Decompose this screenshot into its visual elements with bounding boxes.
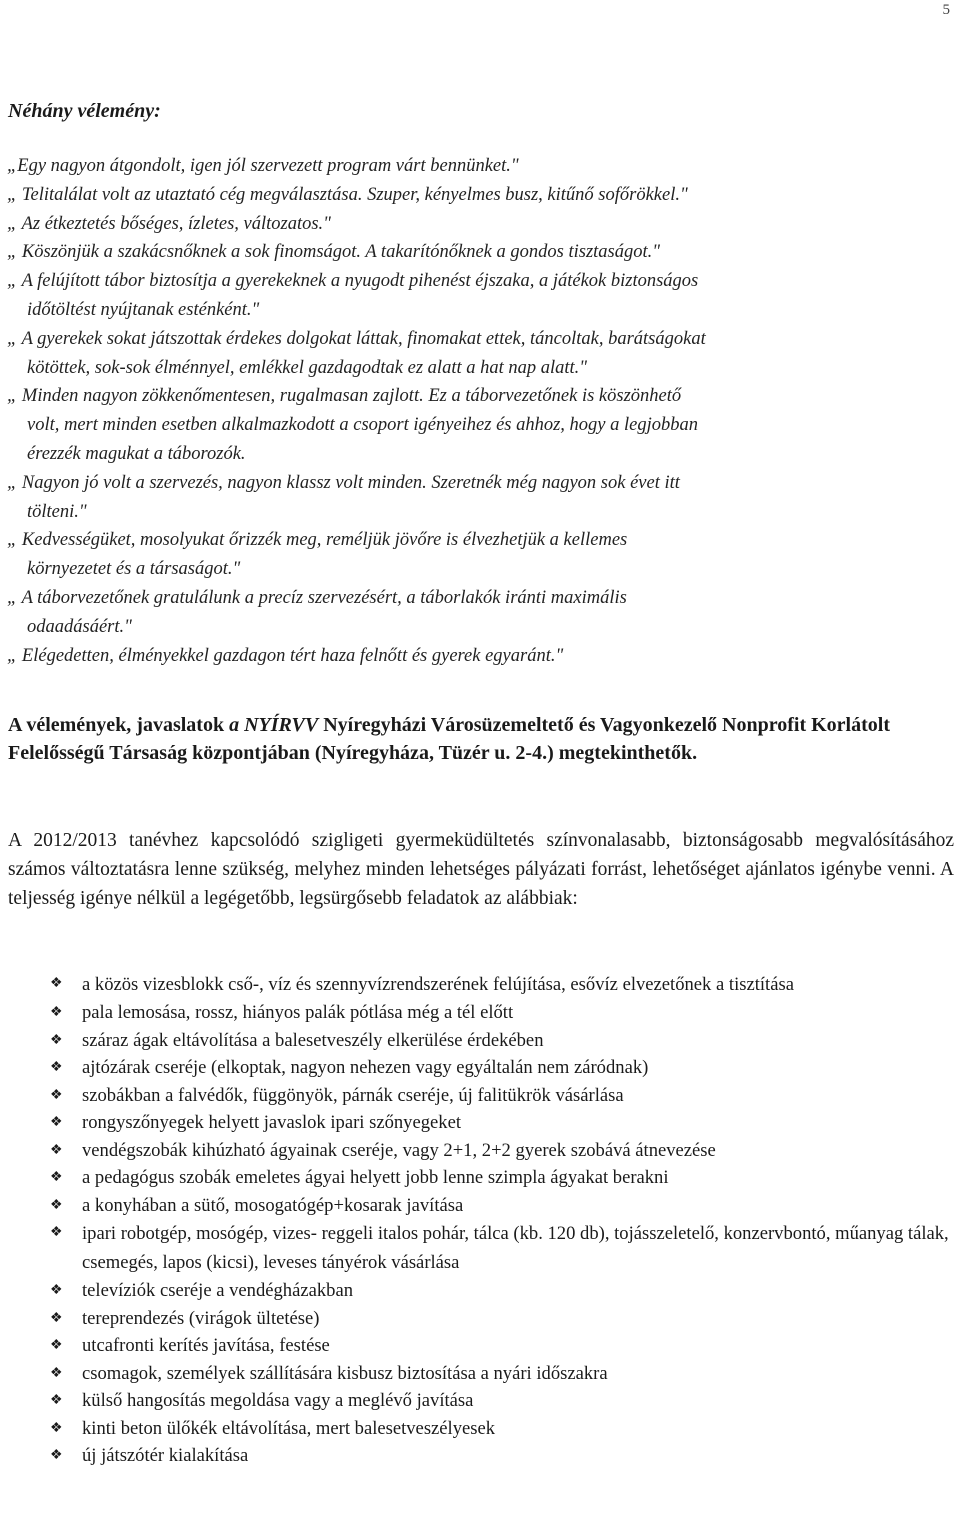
diamond-bullet-icon: ❖	[50, 1310, 63, 1326]
task-item	[50, 1360, 955, 1388]
task-item	[50, 1027, 955, 1055]
task-text: a konyhában a sütő, mosogatógép+kosarak javítása	[82, 1194, 464, 1216]
task-text: rongyszőnyegek helyett javaslok ipari szőnyegeket	[82, 1112, 461, 1133]
opinion-line: „ Az étkeztetés bőséges, ízletes, változatos."	[7, 213, 331, 234]
task-item	[50, 1054, 955, 1082]
notice-part1: A vélemények, javaslatok	[8, 714, 230, 736]
task-text: pala lemosása, rossz, hiányos palák pótlása még a tél előtt	[82, 1002, 514, 1023]
opinion-quote	[8, 469, 953, 527]
task-text: új játszótér kialakítása	[82, 1445, 249, 1466]
opinion-quote	[8, 642, 953, 671]
opinion-quote	[8, 325, 953, 383]
task-item	[50, 1164, 955, 1192]
diamond-bullet-icon: ❖	[50, 976, 63, 991]
task-text: vendégszobák kihúzható ágyainak cseréje, vagy 2+1, 2+2 gyerek szobává átnevezése	[82, 1139, 716, 1161]
task-item	[50, 1137, 955, 1165]
diamond-bullet-icon: ❖	[50, 1448, 63, 1463]
opinion-line: „ A táborvezetőnek gratulálunk a precíz szervezésért, a táborlakók iránti maximális	[7, 587, 627, 608]
opinion-line: „ Telitalálat volt az utaztató cég megválasztása. Szuper, kényelmes busz, kitűnő sofőrökkel."	[7, 184, 688, 205]
opinion-line: „ A gyerekek sokat játszottak érdekes dolgokat láttak, finomakat ettek, táncoltak, barátságokat	[7, 328, 706, 349]
diamond-bullet-icon: ❖	[50, 1420, 63, 1436]
task-text: száraz ágak eltávolítása a balesetveszély elkerülése érdekében	[82, 1029, 544, 1051]
task-text: csomagok, személyek szállítására kisbusz biztosítása a nyári időszakra	[82, 1362, 608, 1384]
task-item	[50, 1109, 955, 1137]
opinion-quote	[8, 584, 953, 642]
task-item	[50, 1305, 955, 1333]
diamond-bullet-icon: ❖	[50, 1032, 63, 1048]
diamond-bullet-icon: ❖	[50, 1225, 63, 1240]
opinion-quote	[8, 267, 953, 325]
task-item	[50, 1387, 955, 1415]
task-item	[50, 999, 955, 1027]
opinions-list	[8, 152, 953, 670]
diamond-bullet-icon: ❖	[50, 1060, 63, 1075]
diamond-bullet-icon: ❖	[50, 1087, 63, 1103]
opinion-quote	[8, 210, 953, 239]
task-item	[50, 1277, 955, 1305]
opinion-line: „ Nagyon jó volt a szervezés, nagyon klassz volt minden. Szeretnék még nagyon sok évet itt	[7, 472, 680, 493]
task-item	[50, 1082, 955, 1110]
opinion-line: odaadásáért."	[27, 616, 132, 637]
task-text: tereprendezés (virágok ültetése)	[82, 1307, 320, 1329]
task-item	[50, 970, 955, 999]
task-item	[50, 1219, 955, 1277]
diamond-bullet-icon: ❖	[50, 1365, 63, 1381]
diamond-bullet-icon: ❖	[50, 1338, 63, 1353]
notice-part3: Nyíregyházi Városüzemeltető és Vagyonkezelő Nonprofit Korlátolt Felelősségű Társaság központjában (Nyíregyháza, Tüzér u. 2-4.) megtekinthetők.	[8, 714, 890, 764]
opinion-line: időtöltést nyújtanak esténként."	[27, 299, 260, 320]
page-number: 5	[942, 2, 950, 18]
opinion-quote	[8, 238, 953, 267]
task-text: utcafronti kerítés javítása, festése	[82, 1335, 330, 1356]
intro-paragraph: A 2012/2013 tanévhez kapcsolódó szigligeti gyermeküdültetés színvonalasabb, biztonságosabb megvalósításához számos változtatásra lenne szükség, melyhez minden lehetséges pályázati forrást, lehetőséget ajánlatos igénybe venni. A teljesség igénye nélkül a legégetőbb, legsürgősebb feladatok az alábbiak:	[8, 830, 954, 909]
task-text: televíziók cseréje a vendégházakban	[82, 1280, 354, 1301]
opinion-line: „ A felújított tábor biztosítja a gyerekeknek a nyugodt pihenést éjszaka, a játékok biztonságos	[7, 271, 699, 292]
opinion-quote	[8, 152, 953, 181]
task-text: ipari robotgép, mosógép, vizes- reggeli italos pohár, tálca (kb. 120 db), tojásszeletelő, konzervbontó, műanyag tálak, csemegés, lapos (kicsi), leveses tányérok vásárlása	[82, 1223, 949, 1273]
section-heading: Néhány vélemény:	[8, 100, 161, 122]
opinion-line: környezetet és a társaságot."	[27, 559, 241, 580]
task-text: ajtózárak cseréje (elkoptak, nagyon nehezen vagy egyáltalán nem záródnak)	[82, 1057, 649, 1078]
diamond-bullet-icon: ❖	[50, 1170, 63, 1185]
task-text: a pedagógus szobák emeletes ágyai helyett jobb lenne szimpla ágyakat berakni	[82, 1167, 669, 1188]
task-list	[50, 970, 955, 1470]
task-text: szobákban a falvédők, függönyök, párnák cseréje, új falitükrök vásárlása	[82, 1084, 624, 1106]
task-text: külső hangosítás megoldása vagy a meglévő javítása	[82, 1390, 474, 1411]
diamond-bullet-icon: ❖	[50, 1197, 63, 1213]
task-item	[50, 1192, 955, 1220]
opinion-quote	[8, 526, 953, 584]
notice-paragraph	[8, 712, 948, 767]
opinion-line: „ Kedvességüket, mosolyukat őrizzék meg, reméljük jövőre is élvezhetjük a kellemes	[7, 530, 628, 551]
notice-part2: a NYÍRVV	[229, 714, 319, 736]
opinion-line: érezzék magukat a táborozók.	[27, 443, 246, 464]
opinion-line: „ Köszönjük a szakácsnőknek a sok finomságot. A takarítónőknek a gondos tisztaságot."	[7, 242, 661, 263]
opinion-line: „Egy nagyon átgondolt, igen jól szervezett program várt bennünket."	[7, 156, 519, 176]
opinion-line: „ Elégedetten, élményekkel gazdagon tért haza felnőtt és gyerek egyaránt."	[7, 645, 564, 666]
task-text: a közös vizesblokk cső-, víz és szennyvízrendszerének felújítása, esővíz elvezetőnek a tisztítása	[82, 974, 794, 995]
opinion-quote	[8, 382, 953, 468]
opinion-line: „ Minden nagyon zökkenőmentesen, rugalmasan zajlott. Ez a táborvezetőnek is köszönhető	[7, 386, 682, 407]
task-text: kinti beton ülőkék eltávolítása, mert balesetveszélyesek	[82, 1417, 496, 1439]
diamond-bullet-icon: ❖	[50, 1142, 63, 1158]
diamond-bullet-icon: ❖	[50, 1115, 63, 1130]
task-item	[50, 1332, 955, 1360]
diamond-bullet-icon: ❖	[50, 1005, 63, 1020]
opinion-line: volt, mert minden esetben alkalmazkodott a csoport igényeihez és ahhoz, hogy a legjobban	[27, 415, 699, 436]
opinion-line: kötöttek, sok-sok élménnyel, emlékkel gazdagodtak ez alatt a hat nap alatt."	[27, 357, 588, 378]
opinion-quote	[8, 181, 953, 210]
opinion-line: tölteni."	[27, 501, 87, 522]
task-item	[50, 1442, 955, 1470]
diamond-bullet-icon: ❖	[50, 1283, 63, 1298]
task-item	[50, 1415, 955, 1443]
diamond-bullet-icon: ❖	[50, 1393, 63, 1408]
